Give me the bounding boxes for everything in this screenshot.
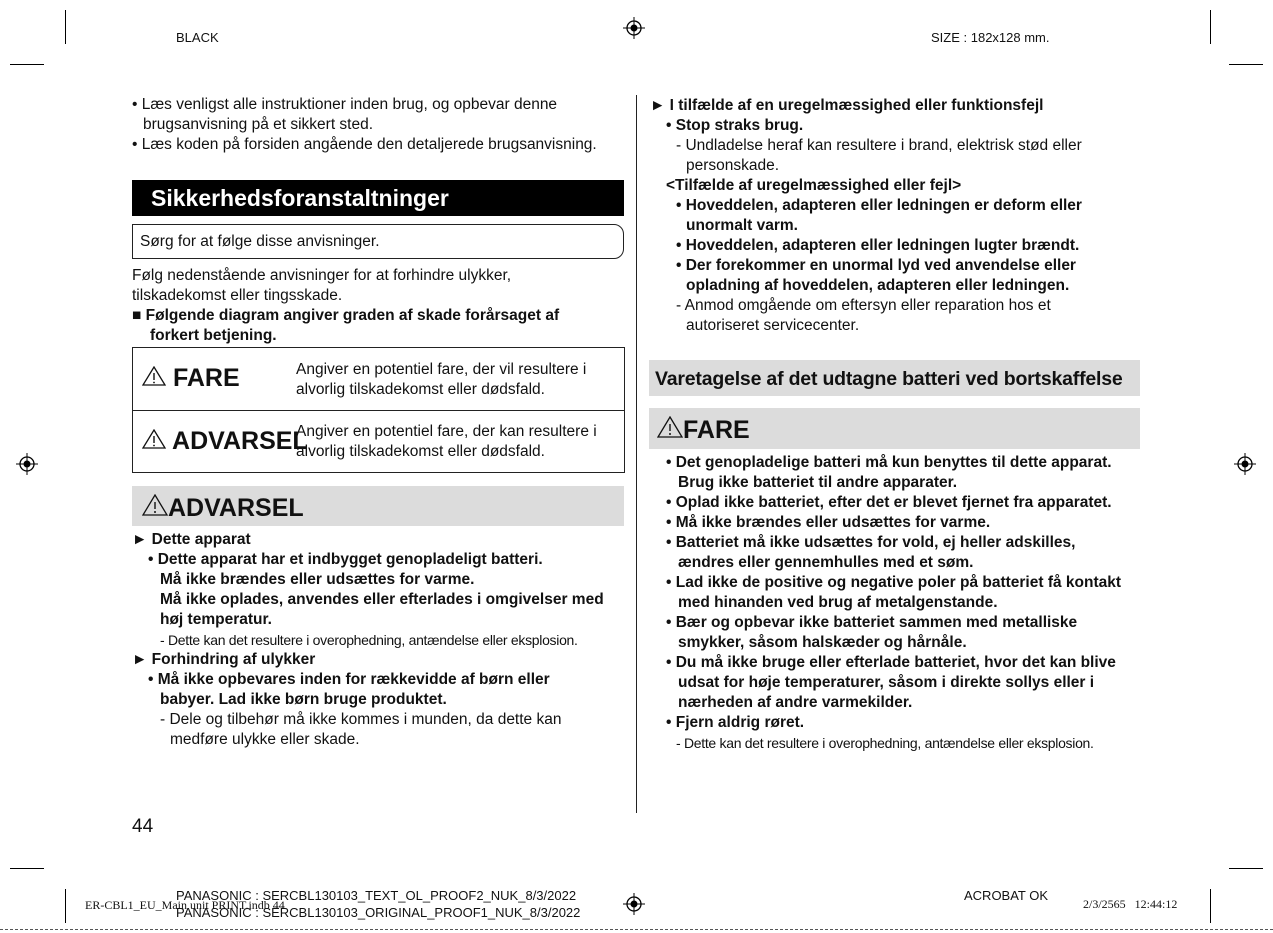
danger-line: • Du må ikke bruge eller efterlade batteriet, hvor det kan blive	[666, 654, 1116, 671]
hazard-row-warning	[133, 411, 624, 473]
case-line: unormalt varm.	[686, 217, 798, 234]
cases-note: autoriseret servicecenter.	[686, 317, 860, 334]
crop-mark	[65, 10, 66, 44]
hazard-label-text: ADVARSEL	[172, 427, 308, 455]
hazard-table	[132, 347, 625, 473]
apparatus-line: Må ikke brændes eller udsættes for varme.	[160, 571, 475, 588]
crop-mark	[1210, 10, 1211, 44]
accident-line: • Må ikke opbevares inden for rækkevidde af børn eller	[148, 671, 550, 688]
battery-title: Varetagelse af det udtagne batteri ved bortskaffelse	[655, 368, 1123, 390]
follow-paragraph	[132, 266, 632, 306]
apparatus-line: høj temperatur.	[160, 611, 272, 628]
danger-line: • Det genopladelige batteri må kun benyttes til dette apparat.	[666, 454, 1112, 471]
apparatus-note: - Dette kan det resultere i overophedning, antændelse eller eksplosion.	[160, 632, 578, 648]
hazard-desc-line: alvorlig tilskadekomst eller dødsfald.	[296, 381, 545, 398]
hazard-desc-line: Angiver en potentiel fare, der kan resultere i	[296, 423, 597, 440]
crop-mark	[65, 889, 66, 923]
warning-triangle-icon	[142, 366, 166, 386]
section-title: Sikkerhedsforanstaltninger	[132, 180, 624, 216]
danger-line: • Lad ikke de positive og negative poler på batteriet få kontakt	[666, 574, 1122, 591]
hazard-row-danger	[133, 348, 624, 411]
crop-mark	[1229, 868, 1263, 869]
diagram-heading	[132, 306, 632, 346]
warning-triangle-icon	[657, 416, 683, 438]
case-line: • Der forekommer en unormal lyd ved anvendelse eller	[676, 257, 1076, 274]
notice-box	[132, 224, 624, 259]
follow-line: tilskadekomst eller tingsskade.	[132, 287, 343, 304]
case-line: • Hoveddelen, adapteren eller ledningen lugter brændt.	[676, 237, 1080, 254]
registration-mark-icon	[16, 453, 38, 475]
cases-heading: <Tilfælde af uregelmæssighed eller fejl>	[666, 177, 962, 194]
hazard-desc-line: alvorlig tilskadekomst eller dødsfald.	[296, 443, 545, 460]
proof-line-2: PANASONIC : SERCBL130103_ORIGINAL_PROOF1_NUK_8/3/2022	[176, 905, 581, 920]
crop-mark	[10, 868, 44, 869]
fault-heading: ► I tilfælde af en uregelmæssighed eller funktionsfejl	[650, 97, 1044, 114]
crop-mark	[1229, 64, 1263, 65]
danger-line: • Må ikke brændes eller udsættes for varme.	[666, 514, 991, 531]
danger-line: • Bær og opbevar ikke batteriet sammen med metalliske	[666, 614, 1078, 631]
hazard-desc-line: Angiver en potentiel fare, der vil resultere i	[296, 361, 587, 378]
intro-line: • Læs venligst alle instruktioner inden brug, og opbevar denne	[132, 96, 558, 113]
danger-line: Brug ikke batteriet til andre apparater.	[678, 474, 958, 491]
notice-text: Sørg for at følge disse anvisninger.	[140, 233, 380, 250]
apparatus-heading: ► Dette apparat	[132, 531, 251, 548]
intro-bullets	[132, 95, 632, 155]
cases-note: - Anmod omgående om eftersyn eller reparation hos et	[676, 297, 1051, 314]
accident-line: babyer. Lad ikke børn bruge produktet.	[160, 691, 447, 708]
size-label: SIZE : 182x128 mm.	[931, 30, 1050, 45]
warning-triangle-icon	[142, 429, 166, 449]
danger-line: smykker, såsom halskæder og hårnåle.	[678, 634, 967, 651]
diagram-heading-line: ■ Følgende diagram angiver graden af skade forårsaget af	[132, 307, 560, 324]
hazard-desc	[296, 360, 586, 400]
diagram-heading-line: forkert betjening.	[150, 327, 277, 344]
warning-title-bar	[132, 486, 624, 526]
trim-line	[0, 929, 1273, 930]
danger-line: med hinanden ved brug af metalgenstande.	[678, 594, 998, 611]
case-line: opladning af hoveddelen, adapteren eller ledningen.	[686, 277, 1070, 294]
danger-line: udsat for høje temperaturer, såsom i direkte sollys eller i	[678, 674, 1095, 691]
battery-title-bar	[649, 360, 1140, 396]
danger-line: ændres eller gennemhulles med et søm.	[678, 554, 974, 571]
column-divider	[636, 95, 637, 813]
file-label: ER-CBL1_EU_Main unit PRINT.indb 44	[85, 898, 285, 912]
danger-line: • Fjern aldrig røret.	[666, 714, 805, 731]
apparatus-line: Må ikke oplades, anvendes eller efterlades i omgivelser med	[160, 591, 604, 608]
apparatus-section	[132, 530, 632, 750]
case-line: • Hoveddelen, adapteren eller ledningen er deform eller	[676, 197, 1082, 214]
stop-note: personskade.	[686, 157, 780, 174]
accident-note: medføre ulykke eller skade.	[170, 731, 360, 748]
page-number: 44	[132, 816, 154, 837]
follow-line: Følg nedenstående anvisninger for at forhindre ulykker,	[132, 267, 512, 284]
registration-mark-icon	[623, 17, 645, 39]
hazard-label	[142, 427, 308, 456]
fault-section	[650, 96, 1150, 336]
danger-line: nærheden af andre varmekilder.	[678, 694, 913, 711]
accident-note: - Dele og tilbehør må ikke kommes i munden, da dette kan	[160, 711, 562, 728]
crop-mark	[1210, 889, 1211, 923]
danger-line: • Oplad ikke batteriet, efter det er blevet fjernet fra apparatet.	[666, 494, 1112, 511]
hazard-label-text: FARE	[172, 364, 240, 392]
acrobat-label: ACROBAT OK	[964, 888, 1049, 903]
danger-note: - Dette kan det resultere i overophedning, antændelse eller eksplosion.	[676, 735, 1094, 751]
timestamp: 2/3/2565 12:44:12	[1083, 897, 1178, 911]
danger-title-bar	[649, 408, 1140, 449]
danger-title: FARE	[683, 416, 750, 444]
danger-list	[650, 453, 1150, 753]
hazard-desc	[296, 422, 597, 462]
hazard-label	[142, 364, 240, 393]
intro-line: brugsanvisning på et sikkert sted.	[143, 116, 374, 133]
apparatus-line: • Dette apparat har et indbygget genopladeligt batteri.	[148, 551, 543, 568]
intro-line: • Læs koden på forsiden angående den detaljerede brugsanvisning.	[132, 136, 597, 153]
danger-line: • Batteriet må ikke udsættes for vold, ej heller adskilles,	[666, 534, 1076, 551]
proof-line-1: PANASONIC : SERCBL130103_TEXT_OL_PROOF2_NUK_8/3/2022	[176, 888, 577, 903]
stop-line: • Stop straks brug.	[666, 117, 804, 134]
registration-mark-icon	[623, 893, 645, 915]
stop-note: - Undladelse heraf kan resultere i brand, elektrisk stød eller	[676, 137, 1082, 154]
crop-mark	[10, 64, 44, 65]
warning-triangle-icon	[142, 494, 168, 516]
registration-mark-icon	[1234, 453, 1256, 475]
accident-heading: ► Forhindring af ulykker	[132, 651, 316, 668]
color-label: BLACK	[176, 30, 219, 45]
warning-title: ADVARSEL	[168, 494, 304, 522]
